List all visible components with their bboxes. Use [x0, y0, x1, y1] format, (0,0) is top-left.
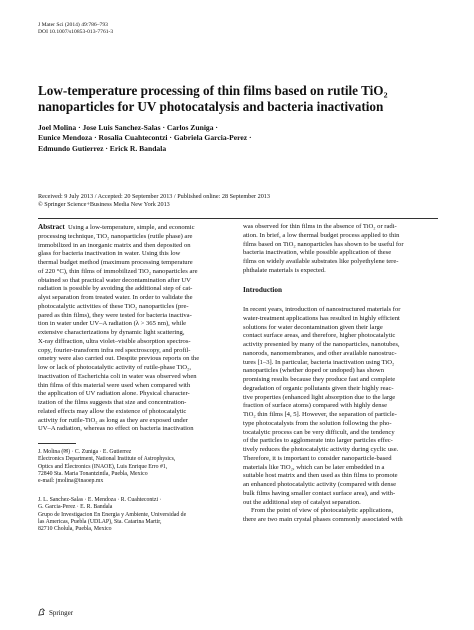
journal-citation: J Mater Sci (2014) 49:786–793 — [38, 22, 108, 28]
intro-line: activity presented by many of the nanoparticles, nanotubes, — [243, 341, 400, 348]
abstract-line: UV–A radiation, whereas no effect on bacteria inactivation — [38, 425, 194, 433]
abstract-line: was observed for thin films in the absence of TiO₂ or radi- — [243, 223, 397, 230]
intro-line: nanorods, nanomembranes, and other available nanostruc- — [243, 349, 397, 357]
intro-line: In recent years, introduction of nanostructured materials for — [243, 306, 401, 313]
intro-line: contact surface areas, and therefore, higher photocatalytic — [243, 332, 396, 340]
abstract-line: ation. In brief, a low thermal budget process applied to thin — [243, 231, 400, 239]
history-dates: Received: 9 July 2013 / Accepted: 20 September 2013 / Published online: 28 September 2013 — [38, 193, 270, 200]
abstract-line: thin films of this material were used when compared with — [38, 381, 191, 389]
abstract-line: low or lack of photocatalytic activity of rutile-phase TiO₂, — [38, 364, 192, 371]
intro-line: Therefore, it is important to consider nanoparticle-based — [243, 454, 392, 462]
abstract-line: alyst separation from treated water. In order to validate the — [38, 294, 193, 301]
title-line: nanoparticles for UV photocatalysis and bacteria inactivation — [38, 98, 384, 114]
doi: DOI 10.1007/s10853-013-7761-3 — [38, 29, 114, 36]
intro-line: there are two main crystal phases commonly associated with — [243, 516, 403, 523]
header-divider — [38, 218, 438, 219]
abstract-line: tion in water under UV–A radiation (λ > 365 nm), while — [38, 320, 187, 328]
publisher-name: Springer — [49, 609, 74, 617]
intro-line: tocatalytic process can be very difficult, and the tendency — [243, 428, 395, 436]
abstract-line: thermal budget method (maximum processing temperature — [38, 259, 193, 266]
abstract-line: bacteria inactivation, while possible application of these — [243, 249, 392, 257]
abstract-line: ization of the films suggests that size and concentration- — [38, 399, 187, 406]
footnote-line: Grupo de Investigacion En Energia y Ambiente, Universidad de — [38, 511, 187, 518]
footnote-line: las Americas, Puebla (UDLAP), Sta. Catarina Martir, — [38, 518, 162, 525]
publisher-logo — [38, 608, 73, 617]
author-line: Joel Molina · Jose Luis Sanchez-Salas · Carlos Zuniga · — [38, 123, 218, 132]
abstract-line: copy, fourier-transform infra red spectroscopy, and profil- — [38, 346, 191, 354]
abstract-line: Using a low-temperature, simple, and economic — [68, 224, 195, 231]
intro-line: water-treatment applications has resulted in highly efficient — [243, 314, 400, 322]
intro-line: suitable host matrix and then used as thin films to promote — [243, 472, 398, 480]
introduction-body — [243, 306, 439, 525]
abstract-line: extensive characterizations by dynamic light scattering, — [38, 329, 185, 336]
footnote-line: G. Garcia-Perez · E. R. Bandala — [38, 504, 113, 511]
author-line: Edmundo Gutierrez · Erick R. Bandala — [38, 143, 167, 153]
copyright: © Springer Science+Business Media New York 2013 — [38, 201, 170, 208]
intro-line: tively reduces the photocatalytic activity during cyclic use. — [243, 446, 399, 453]
footnote-line: J. Molina (✉) · C. Zuniga · E. Gutierrez — [38, 449, 132, 455]
author-list — [38, 123, 418, 154]
abstract-line: related effects may allow the existence of photocatalytic — [38, 407, 187, 415]
footnote-line: 82710 Cholula, Puebla, Mexico — [38, 526, 112, 533]
abstract-line: the application of UV radiation alone. Physical character- — [38, 390, 190, 398]
footnote-line: J. L. Sanchez-Salas · E. Mendoza · R. Cuahtecontzi · — [38, 497, 162, 503]
abstract-line: X-ray diffraction, ultra violet–visible absorption spectros- — [38, 337, 191, 345]
intro-line: fraction of surface atoms) compared with highly dense — [243, 402, 388, 410]
footnote-line: Optics and Electronics (INAOE), Luis Enrique Erro #1, — [38, 463, 168, 470]
springer-horse-icon — [38, 608, 46, 616]
footnote-line: Electronics Department, National Institute of Astrophysics, — [38, 456, 176, 463]
author-line: Eunice Mendoza · Rosalia Cuahtecontzi · Gabriela Garcia-Perez · — [38, 133, 252, 143]
abstract-column — [38, 223, 231, 434]
abstract-line: obtained so that practical water decontamination after UV — [38, 276, 191, 284]
intro-line: tures [1–3]. In particular, bacteria inactivation using TiO₂ — [243, 358, 395, 366]
abstract-label: Abstract — [38, 223, 65, 231]
journal-reference — [38, 22, 113, 36]
intro-line: degradation of organic pollutants given their highly reac- — [243, 384, 394, 392]
abstract-line: pared as thin films), they were tested for bacteria inactiva- — [38, 311, 192, 319]
intro-line: type photocatalysts from the solution following the pho- — [243, 419, 392, 427]
intro-line: nanoparticles (whether doped or undoped) has shown — [243, 367, 384, 375]
affiliation-footnote — [38, 449, 231, 485]
intro-line: an enhanced photocatalytic activity (compared with dense — [243, 481, 397, 488]
abstract-line: ometry were also carried out. Despite previous reports on the — [38, 355, 200, 363]
abstract-line: glass for bacteria inactivation in water. Using this low — [38, 250, 181, 258]
abstract-continuation — [243, 223, 439, 276]
intro-line: solutions for water decontamination given their large — [243, 323, 383, 331]
footnote-line: 72840 Sta. Maria Tonantzintla, Puebla, Mexico — [38, 470, 148, 477]
abstract-line: photocatalytic activities of these TiO₂ nanoparticles (pre- — [38, 302, 189, 310]
abstract-line: films on widely available substrates like polyethylene tere- — [243, 258, 399, 265]
affiliation-footnote — [38, 497, 231, 533]
intro-line: TiO₂ thin films [4, 5]. However, the separation of particle- — [243, 411, 397, 418]
intro-line: out the additional step of catalyst separation. — [243, 498, 361, 506]
abstract-line: phthalate materials is expected. — [243, 266, 326, 274]
abstract-line: films based on TiO₂ nanoparticles has shown to be useful for — [243, 240, 404, 248]
abstract-line: processing technique, TiO₂ nanoparticles (rutile phase) are — [38, 232, 193, 240]
intro-line: tive properties (enhanced light absorption due to the large — [243, 393, 396, 401]
title-line: Low-temperature processing of thin films based on rutile TiO₂ — [38, 83, 388, 98]
abstract-line: activity for rutile-TiO₂ as long as they are exposed under — [38, 416, 188, 424]
publication-dates — [38, 193, 438, 209]
paper-title — [38, 83, 438, 114]
section-heading-introduction: Introduction — [243, 286, 283, 294]
footnote-line: e-mail: jmolina@inaoep.mx — [38, 478, 104, 485]
abstract-line: of 220 °C), thin films of immobilized TiO₂ nanoparticles are — [38, 267, 198, 275]
footnote-divider — [38, 443, 76, 444]
abstract-line: inactivation of Escherichia coli in water was observed when — [38, 372, 197, 380]
intro-line: materials like TiO₂, which can be later embedded in a — [243, 463, 385, 471]
abstract-line: radiation is possible by avoiding the additional step of cat- — [38, 285, 193, 293]
intro-line: promising results because they produce fast and complete — [243, 376, 396, 383]
abstract-line: immobilized in an inorganic matrix and then deposited on — [38, 241, 191, 249]
intro-line: bulk films having smaller contact surface area), and with- — [243, 489, 396, 497]
intro-line: of the particles to agglomerate into larger particles effec- — [243, 437, 393, 445]
intro-line: From the point of view of photocatalytic applications, — [251, 507, 394, 515]
